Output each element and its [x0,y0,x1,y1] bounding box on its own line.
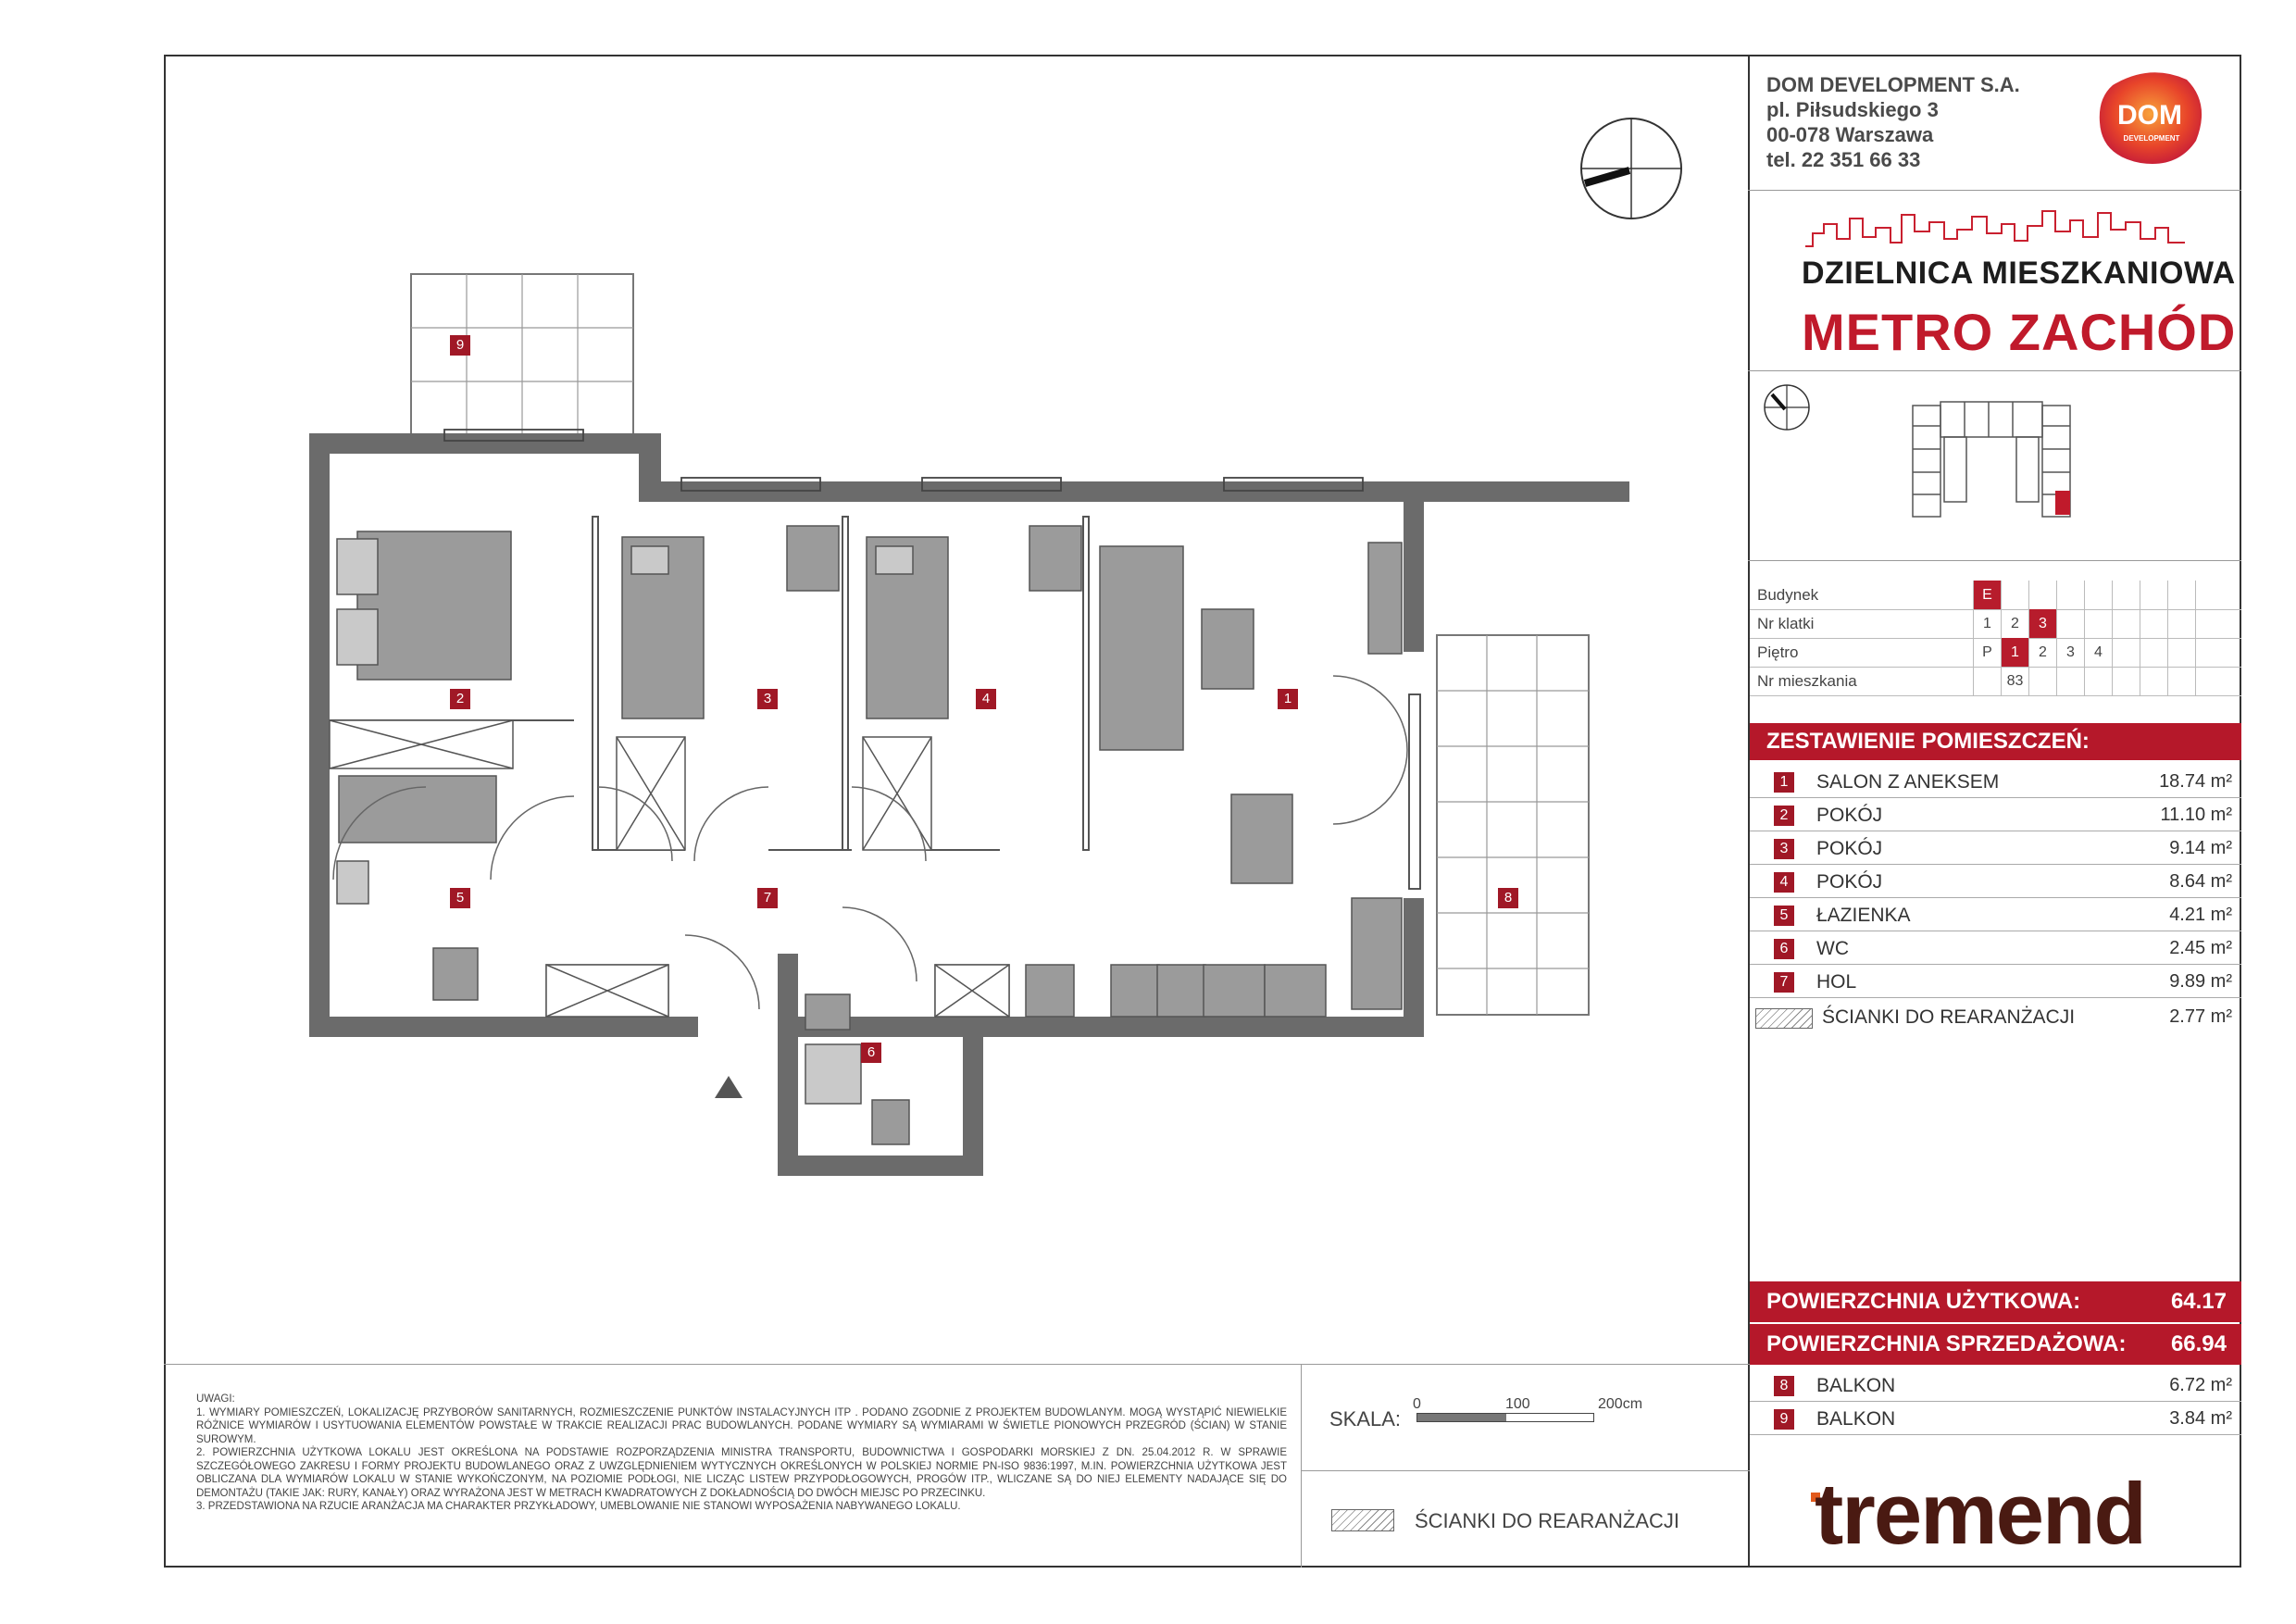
balcony-name: BALKON [1816,1408,1896,1430]
balcony-9 [411,274,633,437]
info-row-floor [1750,638,2241,668]
note-2: 2. POWIERZCHNIA UŻYTKOWA LOKALU JEST OKREŚLONA NA PODSTAWIE ROZPORZĄDZENIA MINISTRA TRANSPORTU, BUDOWNICTWA I GOSPODARKI MORSKIEJ Z DN. 25.04.2012 R. W SPRAWIE SZCZEGÓŁOWEGO ZAKRESU I FORMY PROJEKTU BUDOWLANEGO ORAZ Z UWZGLĘDNIENIEM WYTYCZNYCH OKREŚLONYCH W POLSKIEJ NORMIE PN-ISO 9836:1997, M.IN. POWIERZCHNIA UŻYTKOWA JEST OBLICZANA DLA WYMIARÓW LOKALU W STANIE WYKOŃCZONYM, NA POZIOMIE PODŁOGI, NIE LICZĄC LISTEW PRZYPODŁOGOWYCH, PROGÓW ITP., WLICZANE SĄ DO NIEJ ELEMENTY NADAJĄCE SIĘ DO DEMONTAŻU (TAKIE JAK: RURY, KANAŁY) ORAZ WYRAŻONA JEST W METRACH KWADRATOWYCH Z DOKŁADNOŚCIĄ DO DWÓCH MIEJSC PO PRZECINKU. [196,1447,1287,1499]
grid-cell [2195,667,2223,695]
company-address2: 00-078 Warszawa [1766,123,1934,146]
apartment-label: Nr mieszkania [1757,672,1857,690]
grid-cell [2195,609,2223,638]
divider-keyplan [1748,560,2241,561]
scale-bar-filled [1417,1414,1506,1421]
grid-cell [2140,638,2167,667]
legend-hatch-swatch [1331,1509,1394,1531]
note-1: 1. WYMIARY POMIESZCZEŃ, LOKALIZACJĘ PRZYBORÓW SANITARNYCH, ROZMIESZCZENIE PUNKTÓW INSTALACYJNYCH ITP . PODANO ZGODNIE Z PROJEKTEM BUDOWLANYM. MOGĄ WYSTĄPIĆ NIEWIELKIE RÓŻNICE WYMIARÓW I USYTUOWANIA ELEMENTÓW POWSTAŁE W TRAKCIE REALIZACJI PRAC BUDOWLANYCH. PODANE WYMIARY SĄ WYMIARAMI W ŚWIETLE PIONOWYCH PRZEGRÓD (ŚCIAN) W STANIE SUROWYM. [196,1406,1287,1445]
balcony-row [1750,1368,2241,1402]
stair-cell-2: 2 [2001,609,2028,638]
grid-cell [2140,609,2167,638]
balcony-row [1750,1402,2241,1435]
room-row [1750,865,2241,898]
room-number: 1 [1774,772,1794,793]
wardrobes [330,720,1009,1017]
grid-cell [2112,638,2140,667]
building-label: Budynek [1757,586,1819,604]
note-3: 3. PRZEDSTAWIONA NA RZUCIE ARANŻACJA MA CHARAKTER PRZYKŁADOWY, UMEBLOWANIE NIE STANOWI WYPOSAŻENIA NABYWANEGO LOKALU. [196,1501,961,1512]
room-number: 3 [1774,839,1794,859]
company-block [1766,72,2020,172]
sale-area-label: POWIERZCHNIA SPRZEDAŻOWA: [1766,1331,2127,1356]
grid-cell [2112,609,2140,638]
north-arrow-icon [1576,113,1687,224]
divider-scale-legend [1301,1470,1750,1471]
balcony-8 [1437,635,1589,1015]
floor-cell-p: P [1973,638,2001,667]
entrance-arrow-icon [713,1074,744,1100]
grid-cell [2056,609,2084,638]
scale-label: SKALA: [1329,1407,1402,1430]
stair-cell-1: 1 [1973,609,2001,638]
grid-cell [2167,667,2195,695]
grid-cell [2056,667,2084,695]
stair-cell-3: 3 [2028,609,2056,638]
room-name: WC [1816,938,1849,959]
stair-label: Nr klatki [1757,615,1815,632]
grid-cell [2056,581,2084,609]
room-number: 5 [1774,906,1794,926]
room-number: 6 [1774,939,1794,959]
balcony-number: 9 [1774,1409,1794,1430]
room-row [1750,831,2241,865]
skyline-graphic [1805,206,2185,248]
grid-cell [2028,581,2056,609]
info-row-apartment [1750,667,2241,696]
balcony-name: BALKON [1816,1375,1896,1396]
room-name: POKÓJ [1816,871,1883,893]
grid-cell [2167,609,2195,638]
usable-area-value: 64.17 [2170,1289,2227,1314]
balcony-number: 8 [1774,1376,1794,1396]
plan-label-1: 1 [1278,689,1298,709]
plan-label-6: 6 [861,1043,881,1063]
usable-area-row [1750,1281,2241,1322]
partition-area: 2.77 m² [2169,1006,2232,1027]
grid-cell [2195,638,2223,667]
room-row [1750,798,2241,831]
divider-company [1748,190,2241,191]
logo-subtext: DEVELOPMENT [2123,134,2180,143]
grid-cell [2028,667,2056,695]
room-row [1750,931,2241,965]
company-phone: tel. 22 351 66 33 [1766,148,1921,171]
company-name: DOM DEVELOPMENT S.A. [1766,73,2020,96]
room-row [1750,765,2241,798]
scale-tick-100: 100 [1505,1396,1530,1412]
grid-cell [2084,609,2112,638]
hatch-swatch [1755,1008,1813,1029]
project-line2: METRO ZACHÓD [1802,303,2237,361]
scale-tick-0: 0 [1413,1396,1421,1412]
room-area: 11.10 m² [2160,805,2232,825]
room-name: POKÓJ [1816,838,1883,859]
info-row-stair [1750,609,2241,639]
room-area: 9.89 m² [2169,971,2232,992]
room-area: 18.74 m² [2159,771,2232,792]
room-name: POKÓJ [1816,805,1883,826]
grid-cell [2140,667,2167,695]
room-name: HOL [1816,971,1857,993]
notes-title: UWAGI: [196,1393,235,1405]
room-number: 4 [1774,872,1794,893]
rooms-header: ZESTAWIENIE POMIESZCZEŃ: [1750,723,2241,760]
divider-notes-scale [1301,1364,1302,1568]
divider-notes [164,1364,1750,1365]
grid-cell [2167,581,2195,609]
plan-label-5: 5 [450,888,470,908]
floor-plan [296,269,1629,1185]
grid-cell [2084,581,2112,609]
room-name: SALON Z ANEKSEM [1816,771,2000,793]
floor-cell-3: 3 [2056,638,2084,667]
grid-cell [2112,581,2140,609]
plan-label-7: 7 [757,888,778,908]
dom-development-logo [2094,67,2211,170]
room-area: 8.64 m² [2169,871,2232,892]
project-line1: DZIELNICA MIESZKANIOWA [1802,256,2236,291]
logo-text: DOM [2117,100,2182,131]
balcony-area: 3.84 m² [2169,1408,2232,1429]
floor-cell-1: 1 [2001,638,2028,667]
legend-partition-label: ŚCIANKI DO REARANŻACJI [1415,1509,1680,1532]
plan-label-3: 3 [757,689,778,709]
room-name: ŁAZIENKA [1816,905,1911,926]
balcony-area: 6.72 m² [2169,1375,2232,1395]
room-row [1750,965,2241,998]
sale-area-value: 66.94 [2170,1331,2227,1356]
room-area: 2.45 m² [2169,938,2232,958]
grid-cell [2112,667,2140,695]
room-number: 2 [1774,806,1794,826]
grid-cell [2167,638,2195,667]
room-row [1750,898,2241,931]
plan-label-4: 4 [976,689,996,709]
plan-label-8: 8 [1498,888,1518,908]
info-row-building [1750,581,2241,610]
plan-label-9: 9 [450,335,470,356]
building-cell-e: E [1973,581,2001,609]
plan-label-2: 2 [450,689,470,709]
compass-small-icon [1763,383,1811,431]
scale-bar [1416,1413,1594,1422]
floor-cell-2: 2 [2028,638,2056,667]
partition-row [1750,1000,2241,1033]
grid-cell [2140,581,2167,609]
room-number: 7 [1774,972,1794,993]
building-key-plan [1909,398,2076,523]
apartment-number: 83 [2001,667,2028,695]
company-address1: pl. Piłsudskiego 3 [1766,98,1939,121]
divider-project [1748,370,2241,371]
tremend-brand: tremend [1815,1465,2145,1562]
scale-tick-200: 200cm [1598,1396,1643,1412]
grid-cell [2001,581,2028,609]
grid-cell [2084,667,2112,695]
floor-label: Piętro [1757,643,1799,661]
usable-area-label: POWIERZCHNIA UŻYTKOWA: [1766,1289,2081,1314]
floor-cell-4: 4 [2084,638,2112,667]
room-area: 9.14 m² [2169,838,2232,858]
sale-area-row [1750,1324,2241,1365]
notes-block [196,1393,1287,1514]
room-area: 4.21 m² [2169,905,2232,925]
partition-name: ŚCIANKI DO REARANŻACJI [1822,1006,2076,1028]
grid-cell [2195,581,2223,609]
grid-cell [1973,667,2001,695]
